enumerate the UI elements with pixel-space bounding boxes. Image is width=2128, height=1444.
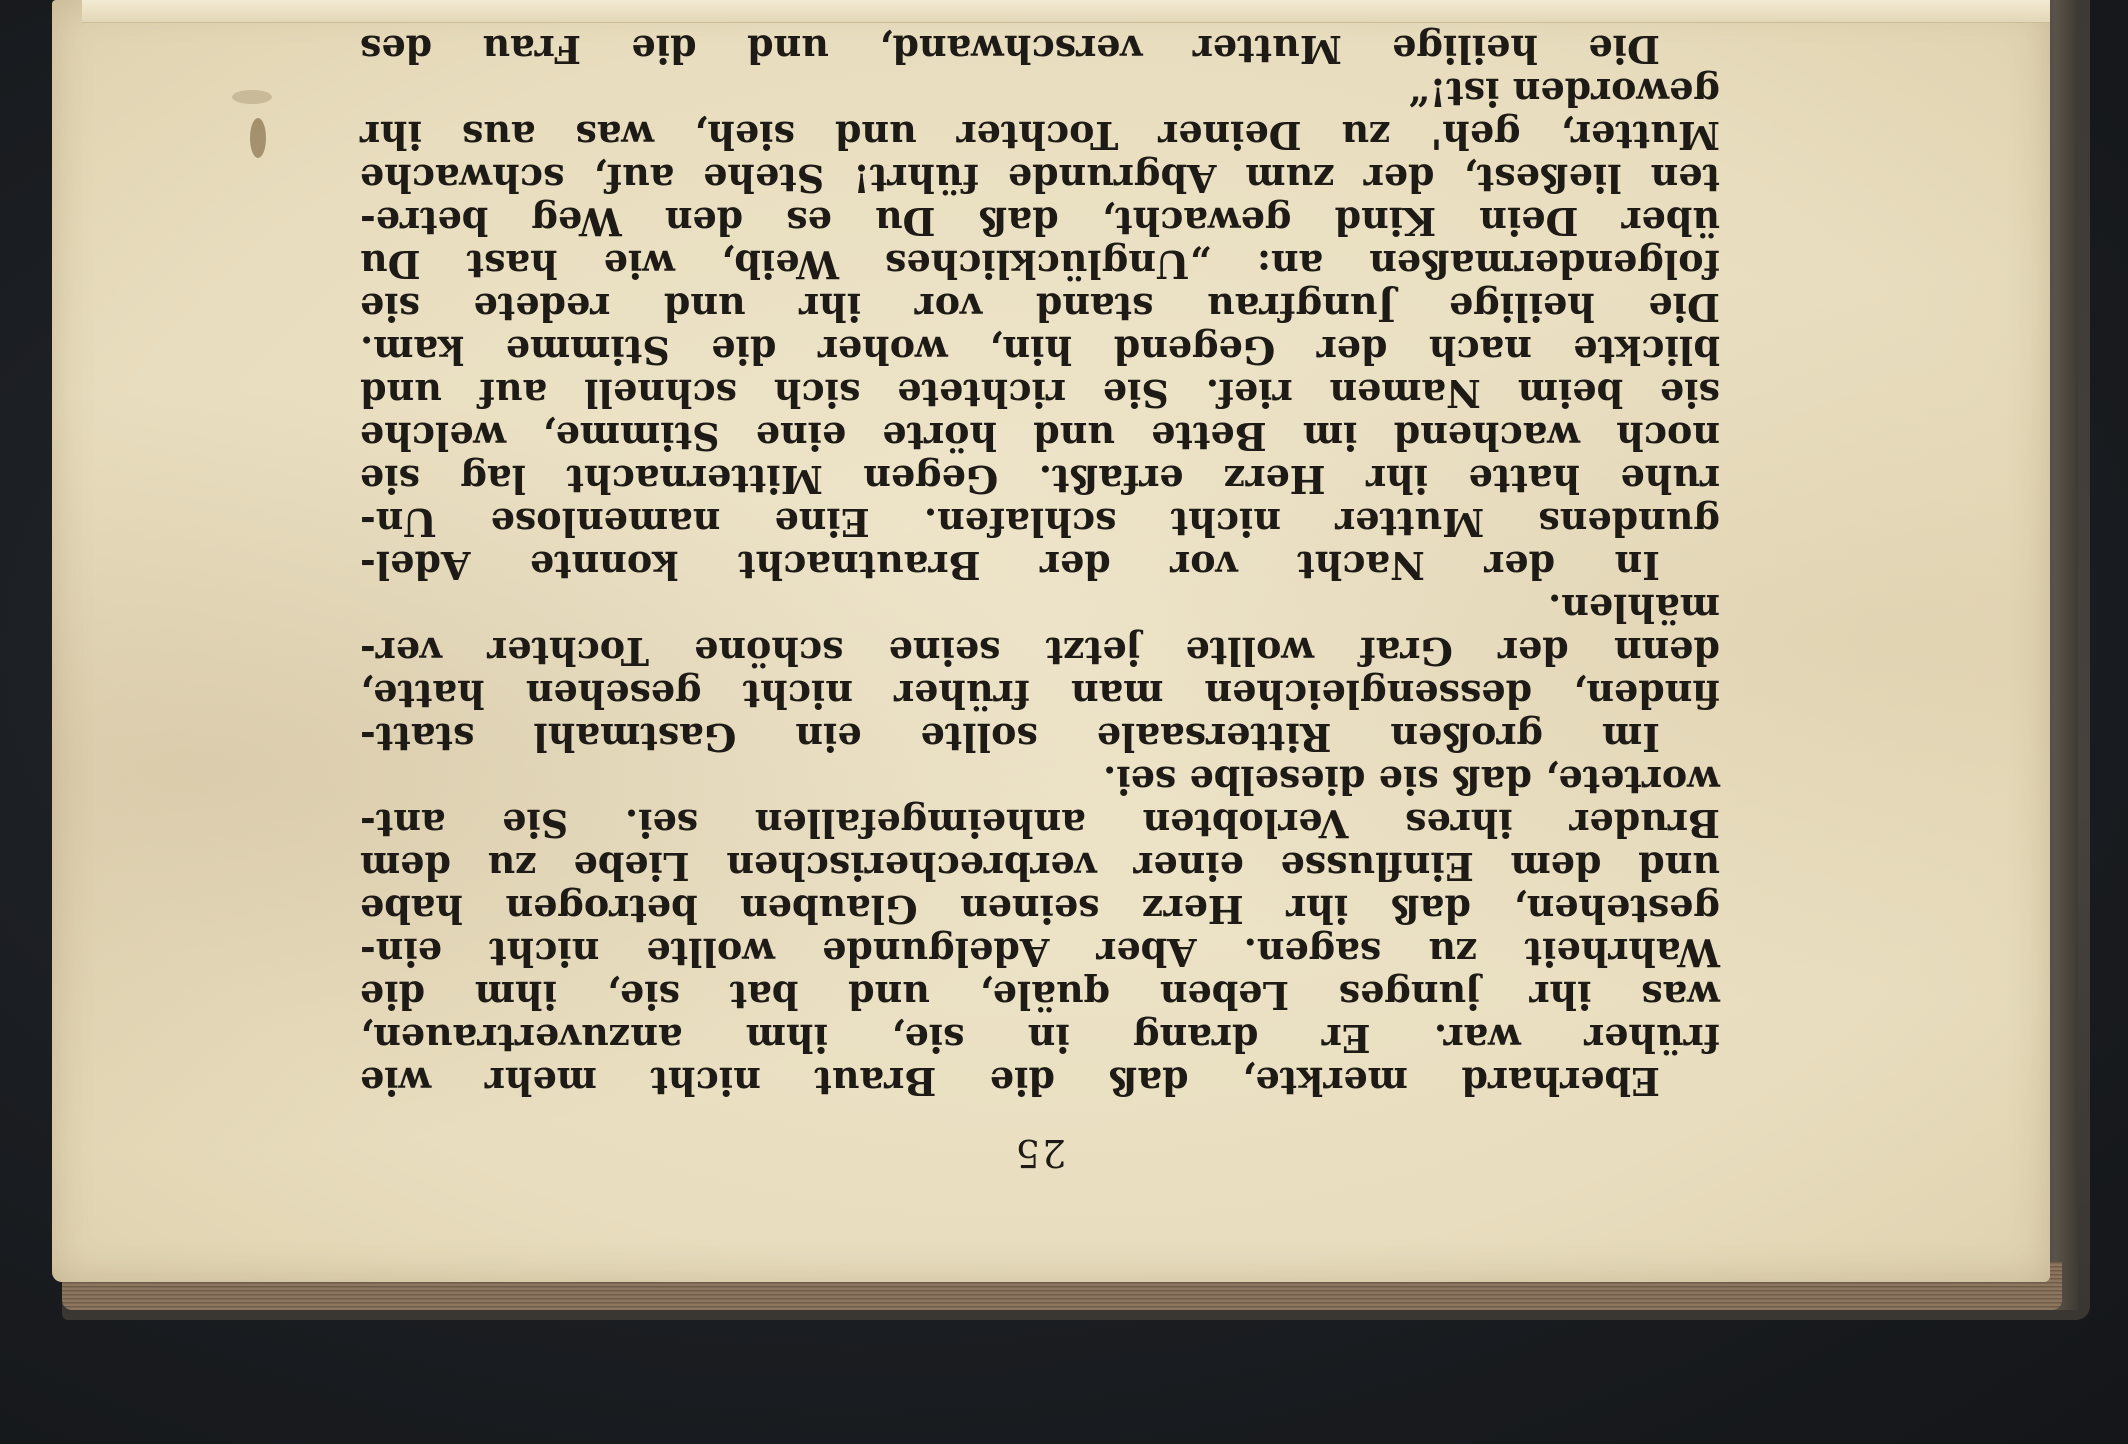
text-line: Wahrheit zu sagen. Aber Adelgunde wollte nicht ein- (360, 930, 1720, 975)
text-line: blickte nach der Gegend hin, woher die Stimme kam. (360, 328, 1720, 373)
text-line: Im großen Rittersaale sollte ein Gastmahl statt- (360, 715, 1660, 760)
text-line: sie beim Namen rief. Sie richtete sich schnell auf und (360, 371, 1720, 416)
text-line: noch wachend im Bette und hörte eine Stimme, welche (360, 414, 1720, 459)
page-top-fold (82, 0, 2050, 23)
text-line: ten ließest, der zum Abgrunde führt! Stehe auf, schwache (360, 156, 1720, 201)
text-line: folgendermaßen an: „Unglückliches Weib, wie hast Du (360, 242, 1720, 287)
text-line: finden, dessengleichen man früher nicht gesehen hatte, (360, 672, 1720, 717)
text-line: Eberhard merkte, daß die Braut nicht mehr wie (360, 1059, 1660, 1104)
text-line: mählen. (1548, 586, 1720, 631)
text-line: und dem Einflusse einer verbrecherischen Liebe zu dem (360, 844, 1720, 889)
page-text-block (360, 27, 1720, 1175)
page-number: 25 (1013, 1131, 1067, 1175)
text-line: gundens Mutter nicht schlafen. Eine namenlose Un- (360, 500, 1720, 545)
text-line: was ihr junges Leben quäle, und bat sie, ihm die (360, 973, 1720, 1018)
text-line: ruhe hatte ihr Herz erfaßt. Gegen Mitternacht lag sie (360, 457, 1720, 502)
text-line: Die heilige Mutter verschwand, und die Frau des (360, 27, 1660, 72)
ink-stain (250, 118, 266, 158)
text-line: geworden ist!“ (1407, 70, 1720, 115)
text-line: früher war. Er drang in sie, ihm anzuvertrauen, (360, 1016, 1720, 1061)
text-line: Die heilige Jungfrau stand vor ihr und redete sie (360, 285, 1720, 330)
text-line: über Dein Kind gewacht, daß Du es den Weg betre- (360, 199, 1720, 244)
text-line: denn der Graf wollte jetzt seine schöne Tochter ver- (360, 629, 1720, 674)
text-line: wortete, daß sie dieselbe sei. (1103, 758, 1720, 803)
text-line: Bruder ihres Verlobten anheimgefallen sei. Sie ant- (360, 801, 1720, 846)
text-line: Mutter, geh' zu Deiner Tochter und sieh, was aus ihr (360, 113, 1720, 158)
text-line: gestehen, daß ihr Herz seinen Glauben betrogen habe (360, 887, 1720, 932)
ink-stain (232, 90, 272, 104)
text-line: In der Nacht vor der Brautnacht konnte Adel- (360, 543, 1660, 588)
